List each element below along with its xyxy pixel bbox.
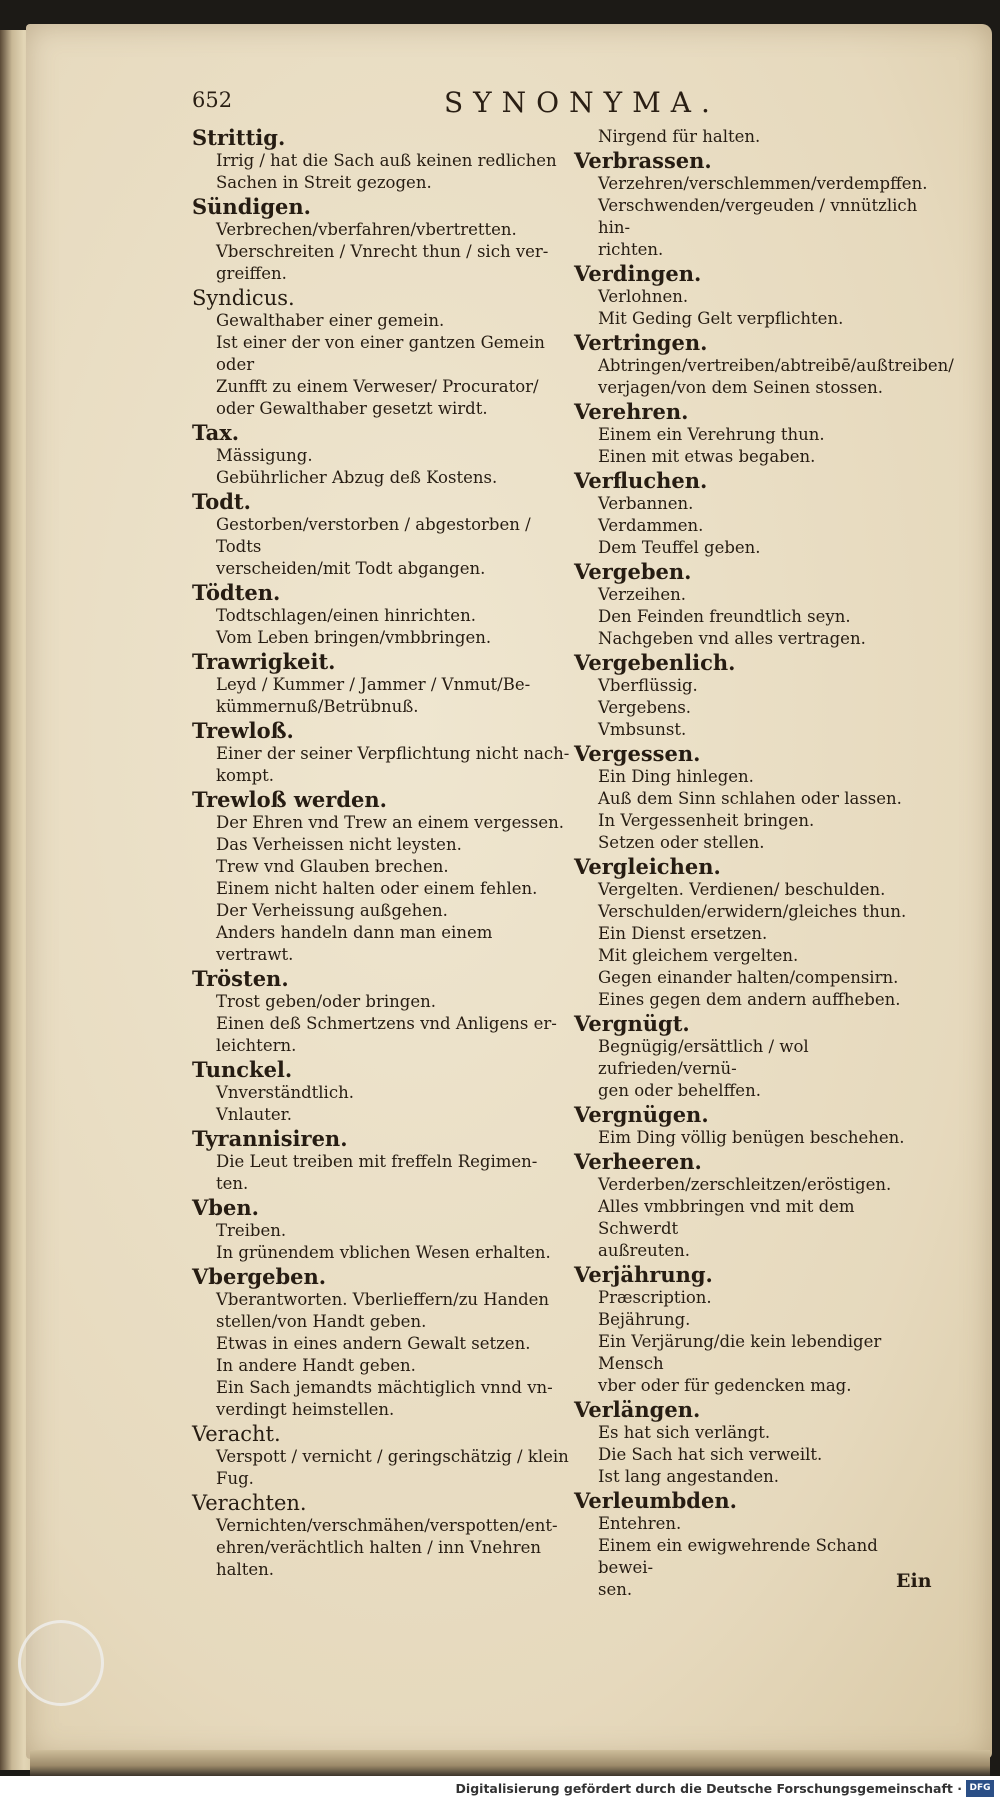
dictionary-entry <box>192 286 572 420</box>
entry-synonym-line: Etwas in eines andern Gewalt setzen. <box>216 1334 531 1353</box>
entry-synonym-line: Es hat sich verlängt. <box>598 1423 771 1442</box>
entry-headword: Verlängen. <box>574 1397 701 1422</box>
dictionary-entry <box>192 490 572 580</box>
dictionary-entry <box>574 1150 934 1262</box>
dictionary-entry <box>192 126 572 194</box>
entry-synonym-line: Entehren. <box>598 1514 682 1533</box>
entry-headword: Verjährung. <box>574 1262 713 1287</box>
entry-headword: Trösten. <box>192 966 289 991</box>
entry-headword: Sündigen. <box>192 194 311 219</box>
entry-synonym-line: greiffen. <box>216 264 287 283</box>
entry-synonym-line: Trew vnd Glauben brechen. <box>216 857 449 876</box>
entry-synonym-line: Ein Dienst ersetzen. <box>598 924 768 943</box>
entry-headword: Strittig. <box>192 125 286 150</box>
dictionary-entry <box>574 1489 934 1601</box>
entry-headword: Tunckel. <box>192 1057 293 1082</box>
entry-headword: Tyrannisiren. <box>192 1126 348 1151</box>
catchword: Ein <box>896 1570 932 1592</box>
entry-synonym-line: Leyd / Kummer / Jammer / Vnmut/Be- <box>216 675 531 694</box>
entry-synonym-line: Alles vmbbringen vnd mit dem Schwerdt <box>598 1197 855 1238</box>
entry-synonym-line: Verschulden/erwidern/gleiches thun. <box>598 902 907 921</box>
entry-synonym-line: Bejährung. <box>598 1310 691 1329</box>
entry-synonym-line: Der Verheissung außgehen. <box>216 901 448 920</box>
running-head: SYNONYMA. <box>444 86 720 119</box>
entry-synonym-line: Der Ehren vnd Trew an einem vergessen. <box>216 813 565 832</box>
dictionary-entry <box>192 195 572 285</box>
entry-synonym-line: Eines gegen dem andern auffheben. <box>598 990 901 1009</box>
entry-synonym-line: Gegen einander halten/compensirn. <box>598 968 899 987</box>
dictionary-entry <box>574 469 934 559</box>
entry-synonym-line: Nirgend für halten. <box>598 127 761 146</box>
entry-synonym-line: Verdammen. <box>598 516 704 535</box>
entry-synonym-line: Gestorben/verstorben / abgestorben / Todts <box>216 515 531 556</box>
entry-synonym-line: Ist lang angestanden. <box>598 1467 779 1486</box>
entry-headword: Verehren. <box>574 399 689 424</box>
dictionary-entry <box>192 1265 572 1421</box>
dictionary-entry <box>574 742 934 854</box>
dictionary-entry <box>192 1422 572 1490</box>
dictionary-entry <box>574 1398 934 1488</box>
entry-synonym-line: Eim Ding völlig benügen beschehen. <box>598 1128 905 1147</box>
dictionary-entry <box>192 421 572 489</box>
entry-synonym-line: Vnlauter. <box>216 1105 292 1124</box>
entry-synonym-line: Das Verheissen nicht leysten. <box>216 835 462 854</box>
entry-synonym-line: Præscription. <box>598 1288 712 1307</box>
entry-synonym-line: Einem ein ewigwehrende Schand bewei- <box>598 1536 878 1577</box>
entry-synonym-line: Begnügig/ersättlich / wol zufrieden/vernü- <box>598 1037 809 1078</box>
entry-synonym-line: Vberflüssig. <box>598 676 698 695</box>
entry-headword: Verbrassen. <box>574 148 712 173</box>
entry-synonym-line: gen oder behelffen. <box>598 1081 761 1100</box>
entry-headword: Tödten. <box>192 580 281 605</box>
entry-synonym-line: Dem Teuffel geben. <box>598 538 761 557</box>
dictionary-entry <box>192 581 572 649</box>
entry-synonym-line: Die Sach hat sich verweilt. <box>598 1445 823 1464</box>
entry-synonym-line: Fug. <box>216 1469 254 1488</box>
entry-synonym-line: Verspott / vernicht / geringschätzig / klein <box>216 1447 569 1466</box>
dictionary-entry <box>574 126 934 148</box>
entry-synonym-line: kümmernuß/Betrübnuß. <box>216 697 419 716</box>
footer-credit: Digitalisierung gefördert durch die Deutsche Forschungsgemeinschaft · <box>455 1781 962 1796</box>
entry-synonym-line: oder Gewalthaber gesetzt wirdt. <box>216 399 488 418</box>
entry-synonym-line: Einem nicht halten oder einem fehlen. <box>216 879 538 898</box>
entry-headword: Verdingen. <box>574 261 702 286</box>
entry-synonym-line: Nachgeben vnd alles vertragen. <box>598 629 866 648</box>
entry-synonym-line: Vberschreiten / Vnrecht thun / sich ver- <box>216 242 549 261</box>
entry-synonym-line: ten. <box>216 1174 249 1193</box>
entry-synonym-line: Verzehren/verschlemmen/verdempffen. <box>598 174 928 193</box>
entry-synonym-line: Einer der seiner Verpflichtung nicht nach- <box>216 744 570 763</box>
dictionary-entry <box>574 149 934 261</box>
dictionary-entry <box>574 1103 934 1149</box>
dictionary-entry <box>574 1012 934 1102</box>
entry-synonym-line: sen. <box>598 1580 633 1599</box>
dictionary-entry <box>192 650 572 718</box>
entry-synonym-line: Mässigung. <box>216 446 313 465</box>
entry-synonym-line: Vergebens. <box>598 698 692 717</box>
entry-synonym-line: Vmbsunst. <box>598 720 687 739</box>
entry-synonym-line: Todtschlagen/einen hinrichten. <box>216 606 476 625</box>
entry-headword: Vbergeben. <box>192 1264 327 1289</box>
entry-synonym-line: Verzeihen. <box>598 585 687 604</box>
entry-synonym-line: Verlohnen. <box>598 287 689 306</box>
entry-headword: Vergebenlich. <box>574 650 736 675</box>
entry-synonym-line: verjagen/von dem Seinen stossen. <box>598 378 883 397</box>
dictionary-entry <box>574 1263 934 1397</box>
entry-headword: Vertringen. <box>574 330 708 355</box>
entry-headword: Vergnügen. <box>574 1102 709 1127</box>
entry-synonym-line: verscheiden/mit Todt abgangen. <box>216 559 486 578</box>
entry-synonym-line: In grünendem vblichen Wesen erhalten. <box>216 1243 551 1262</box>
entry-headword: Vergleichen. <box>574 854 721 879</box>
entry-synonym-line: richten. <box>598 240 664 259</box>
entry-headword: Trawrigkeit. <box>192 649 336 674</box>
entry-synonym-line: Irrig / hat die Sach auß keinen redlichen <box>216 151 557 170</box>
dictionary-entry <box>192 1058 572 1126</box>
entry-headword: Trewloß werden. <box>192 787 387 812</box>
entry-synonym-line: Vernichten/verschmähen/verspotten/ent- <box>216 1516 558 1535</box>
entry-headword: Vben. <box>192 1195 259 1220</box>
entry-synonym-line: Ein Sach jemandts mächtiglich vnnd vn- <box>216 1378 553 1397</box>
dictionary-entry <box>574 400 934 468</box>
entry-synonym-line: Den Feinden freundtlich seyn. <box>598 607 851 626</box>
entry-synonym-line: Vergelten. Verdienen/ beschulden. <box>598 880 886 899</box>
entry-synonym-line: Einen mit etwas begaben. <box>598 447 816 466</box>
entry-headword: Syndicus. <box>192 286 295 310</box>
entry-synonym-line: Verbannen. <box>598 494 694 513</box>
entry-synonym-line: Die Leut treiben mit freffeln Regimen- <box>216 1152 538 1171</box>
entry-headword: Trewloß. <box>192 718 294 743</box>
left-column <box>192 126 572 1582</box>
dictionary-entry <box>574 651 934 741</box>
entry-headword: Vergnügt. <box>574 1011 690 1036</box>
entry-synonym-line: Zunfft zu einem Verweser/ Procurator/ <box>216 377 539 396</box>
entry-headword: Verachten. <box>192 1491 307 1515</box>
entry-headword: Veracht. <box>192 1422 281 1446</box>
right-column <box>574 126 954 1602</box>
entry-synonym-line: leichtern. <box>216 1036 297 1055</box>
dictionary-entry <box>574 560 934 650</box>
entry-synonym-line: Ist einer der von einer gantzen Gemein oder <box>216 333 545 374</box>
dictionary-entry <box>192 1196 572 1264</box>
entry-synonym-line: Gewalthaber einer gemein. <box>216 311 445 330</box>
entry-synonym-line: Vnverständtlich. <box>216 1083 354 1102</box>
entry-headword: Verfluchen. <box>574 468 708 493</box>
entry-synonym-line: Vom Leben bringen/vmbbringen. <box>216 628 492 647</box>
entry-synonym-line: verdingt heimstellen. <box>216 1400 395 1419</box>
entry-synonym-line: Anders handeln dann man einem vertrawt. <box>216 923 493 964</box>
entry-synonym-line: kompt. <box>216 766 275 785</box>
entry-synonym-line: Setzen oder stellen. <box>598 833 765 852</box>
entry-synonym-line: Verderben/zerschleitzen/eröstigen. <box>598 1175 892 1194</box>
dictionary-entry <box>192 719 572 787</box>
dictionary-entry <box>574 855 934 1011</box>
dictionary-entry <box>574 262 934 330</box>
dictionary-entry <box>192 1127 572 1195</box>
entry-synonym-line: Abtringen/vertreiben/abtreibē/außtreiben/ <box>598 356 954 375</box>
entry-synonym-line: Ein Ding hinlegen. <box>598 767 754 786</box>
entry-synonym-line: Auß dem Sinn schlahen oder lassen. <box>598 789 902 808</box>
entry-synonym-line: Treiben. <box>216 1221 287 1240</box>
entry-headword: Verleumbden. <box>574 1488 737 1513</box>
entry-synonym-line: Gebührlicher Abzug deß Kostens. <box>216 468 498 487</box>
page-bottom-edge <box>30 1750 990 1776</box>
entry-synonym-line: Mit Geding Gelt verpflichten. <box>598 309 844 328</box>
entry-synonym-line: außreuten. <box>598 1241 691 1260</box>
entry-synonym-line: stellen/von Handt geben. <box>216 1312 427 1331</box>
scanner-thumb-mark <box>18 1620 104 1706</box>
entry-headword: Todt. <box>192 489 251 514</box>
entry-synonym-line: In andere Handt geben. <box>216 1356 416 1375</box>
dictionary-entry <box>192 967 572 1057</box>
entry-synonym-line: In Vergessenheit bringen. <box>598 811 815 830</box>
entry-synonym-line: halten. <box>216 1560 275 1579</box>
dictionary-entry <box>574 330 954 399</box>
dfg-logo: DFG <box>966 1780 994 1797</box>
footer-bar <box>0 1776 1000 1802</box>
entry-synonym-line: ehren/verächtlich halten / inn Vnehren <box>216 1538 542 1557</box>
entry-headword: Verheeren. <box>574 1149 702 1174</box>
entry-synonym-line: Einem ein Verehrung thun. <box>598 425 825 444</box>
entry-headword: Vergeben. <box>574 559 692 584</box>
entry-synonym-line: Sachen in Streit gezogen. <box>216 173 432 192</box>
entry-headword: Tax. <box>192 420 240 445</box>
entry-synonym-line: vber oder für gedencken mag. <box>598 1376 852 1395</box>
entry-headword: Vergessen. <box>574 741 701 766</box>
dictionary-entry <box>192 1491 572 1581</box>
dictionary-entry <box>192 788 572 966</box>
entry-synonym-line: Einen deß Schmertzens vnd Anligens er- <box>216 1014 557 1033</box>
entry-synonym-line: Vberantworten. Vberlieffern/zu Handen <box>216 1290 550 1309</box>
entry-synonym-line: Ein Verjärung/die kein lebendiger Mensch <box>598 1332 882 1373</box>
entry-synonym-line: Verschwenden/vergeuden / vnnützlich hin- <box>598 196 918 237</box>
entry-synonym-line: Trost geben/oder bringen. <box>216 992 436 1011</box>
entry-synonym-line: Mit gleichem vergelten. <box>598 946 799 965</box>
page-number: 652 <box>192 88 233 112</box>
entry-synonym-line: Verbrechen/vberfahren/vbertretten. <box>216 220 517 239</box>
